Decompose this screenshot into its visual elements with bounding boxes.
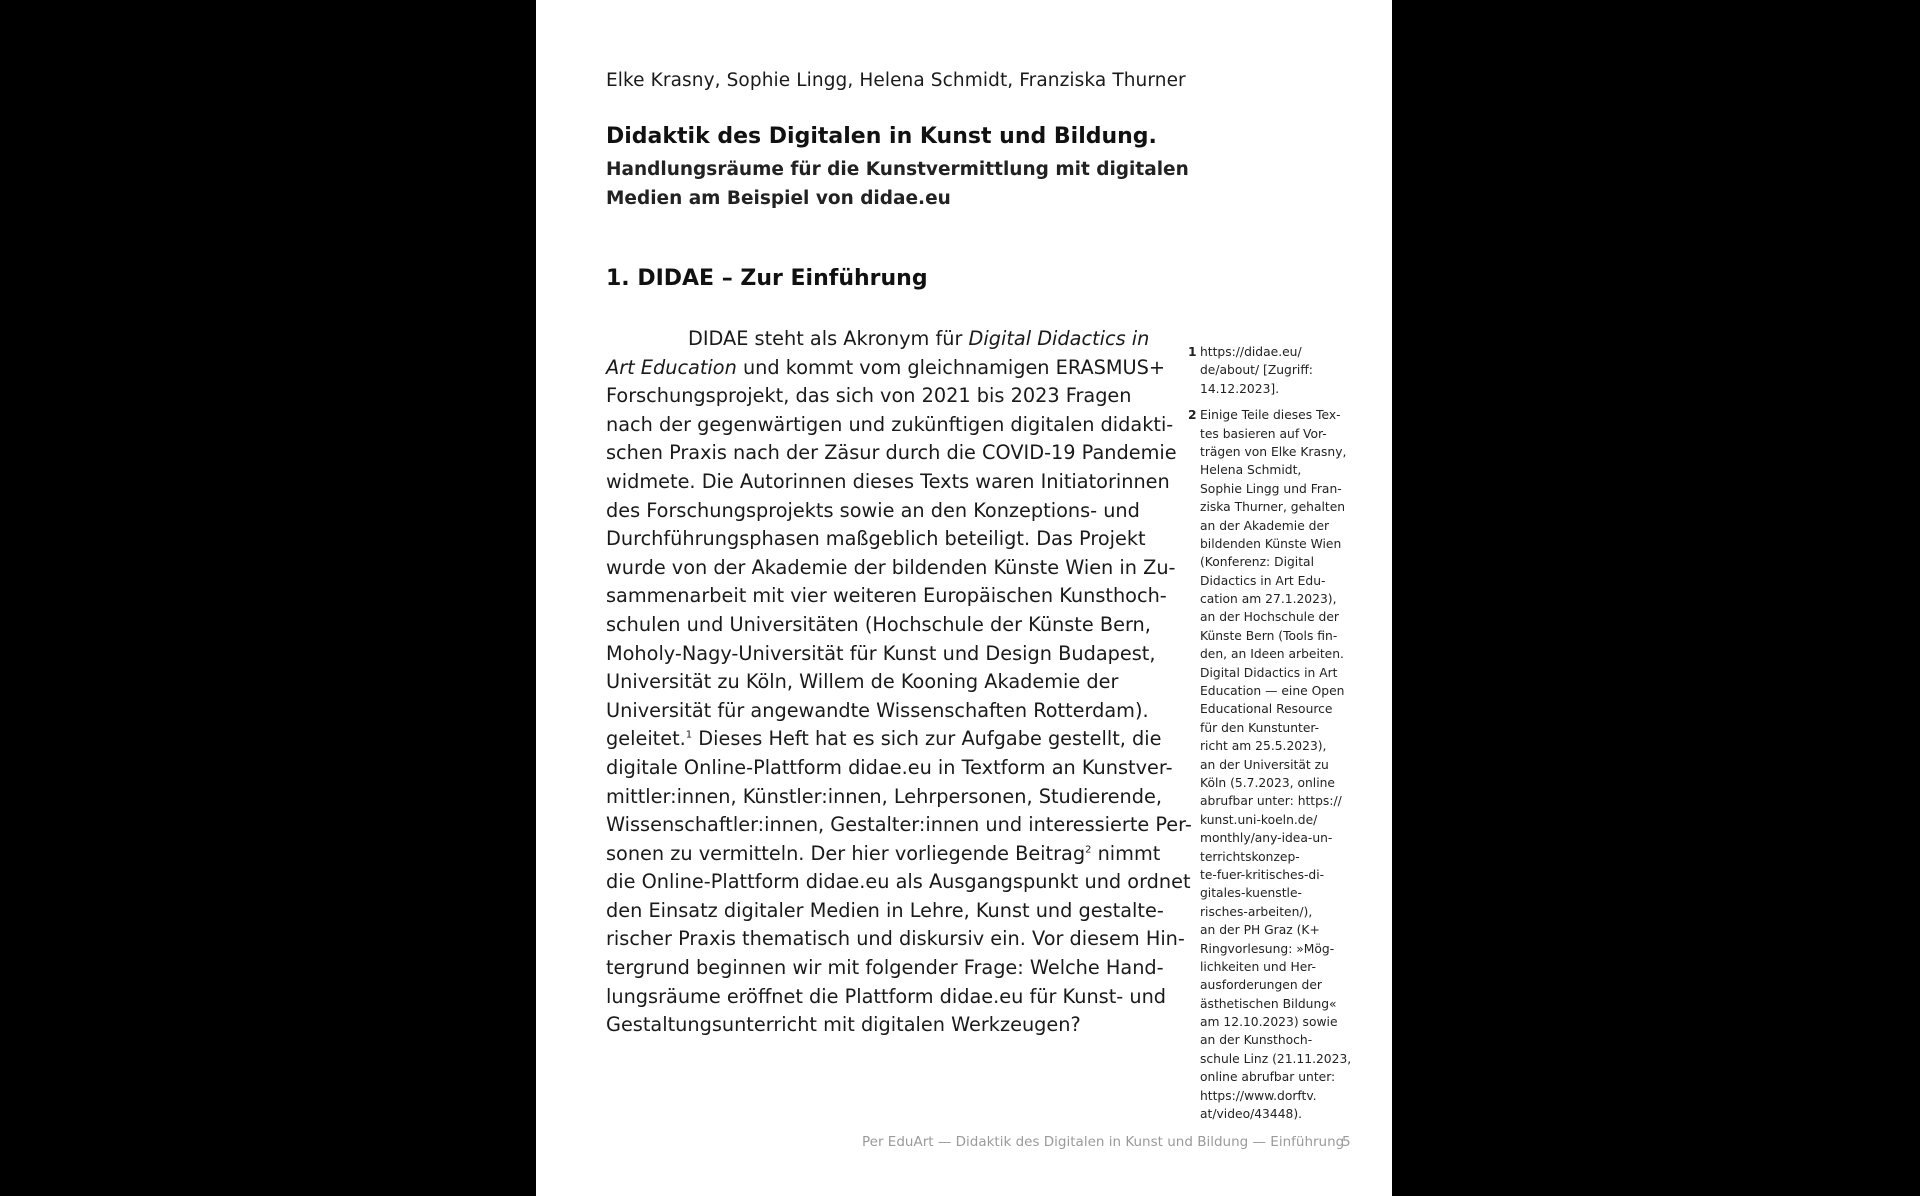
- footnote-line[interactable]: terrichtskonzep-: [1200, 849, 1300, 864]
- footnote-line[interactable]: kunst.uni-koeln.de/: [1200, 812, 1318, 827]
- body-text-span: und kommt vom gleichnamigen ERASMUS+: [736, 355, 1166, 379]
- body-text-span: sonen zu vermitteln. Der hier vorliegende Beitrag: [606, 841, 1086, 865]
- footnote-line: Digital Didactics in Art: [1200, 665, 1338, 680]
- body-line: [606, 325, 1196, 354]
- footnote-line: ausforderungen der: [1200, 978, 1322, 993]
- body-line: [606, 725, 1196, 754]
- body-line: die Online-Plattform didae.eu als Ausgangspunkt und ordnet: [606, 870, 1191, 894]
- body-line: Universität zu Köln, Willem de Kooning Akademie der: [606, 670, 1119, 694]
- footnote-line: für den Kunstunter-: [1200, 720, 1320, 735]
- body-line: des Forschungsprojekts sowie an den Konzeptions- und: [606, 498, 1140, 522]
- body-line: Wissenschaftler:innen, Gestalter:innen und interessierte Per-: [606, 813, 1192, 837]
- footnote-line: schule Linz (21.11.2023,: [1200, 1051, 1352, 1066]
- footnote-line: an der Kunsthoch-: [1200, 1033, 1313, 1048]
- footnote-line: Helena Schmidt,: [1200, 463, 1302, 478]
- footnote-line: online abrufbar unter:: [1200, 1070, 1336, 1085]
- footnote-line: tes basieren auf Vor-: [1200, 426, 1327, 441]
- footnote-line: ziska Thurner, gehalten: [1200, 500, 1346, 515]
- footnote-line: an der Universität zu: [1200, 757, 1329, 772]
- footnote-line: den, an Ideen arbeiten.: [1200, 647, 1344, 662]
- page-footer: Per EduArt — Didaktik des Digitalen in Kunst und Bildung — Einführung: [862, 1134, 1345, 1150]
- document-title: Didaktik des Digitalen in Kunst und Bildung.: [606, 124, 1157, 149]
- footnote-line: Didactics in Art Edu-: [1200, 573, 1326, 588]
- body-line: tergrund beginnen wir mit folgender Frage: Welche Hand-: [606, 956, 1164, 980]
- footnote-line[interactable]: monthly/any-idea-un-: [1200, 831, 1333, 846]
- body-line: [606, 840, 1196, 869]
- body-line: Universität für angewandte Wissenschaften Rotterdam).: [606, 698, 1149, 722]
- footnote-line: richt am 25.5.2023),: [1200, 739, 1327, 754]
- footnote-line[interactable]: risches-arbeiten/),: [1200, 904, 1313, 919]
- body-line: [606, 354, 1196, 383]
- body-text-span: Dieses Heft hat es sich zur Aufgabe gestellt, die: [692, 727, 1162, 751]
- footnote-line: 14.12.2023].: [1200, 381, 1280, 396]
- body-text-span: nimmt: [1091, 841, 1161, 865]
- body-line: den Einsatz digitaler Medien in Lehre, Kunst und gestalte-: [606, 898, 1164, 922]
- body-line: digitale Online-Plattform didae.eu in Textform an Kunstver-: [606, 755, 1173, 779]
- document-page: [536, 0, 1392, 1196]
- body-line: Forschungsprojekt, das sich von 2021 bis 2023 Fragen: [606, 384, 1132, 408]
- body-line: mittler:innen, Künstler:innen, Lehrpersonen, Studierende,: [606, 784, 1163, 808]
- footnote-number: 1: [1188, 345, 1197, 359]
- footnote-line[interactable]: te-fuer-kritisches-di-: [1200, 867, 1325, 882]
- body-line: sammenarbeit mit vier weiteren Europäischen Kunsthoch-: [606, 584, 1167, 608]
- footnote-line: Educational Resource: [1200, 702, 1333, 717]
- body-line: schulen und Universitäten (Hochschule der Künste Bern,: [606, 612, 1151, 636]
- footnote-line: de/about/ [Zugriff:: [1200, 363, 1313, 378]
- footnote-line: ästhetischen Bildung«: [1200, 996, 1337, 1011]
- footnote-ref-2[interactable]: 2: [1085, 844, 1092, 856]
- footnote-line: an der Akademie der: [1200, 518, 1330, 533]
- body-line: Durchführungsphasen maßgeblich beteiligt. Das Projekt: [606, 527, 1146, 551]
- footnote-line: am 12.10.2023) sowie: [1200, 1015, 1338, 1030]
- footnote-line: Künste Bern (Tools fin-: [1200, 628, 1338, 643]
- body-line: rischer Praxis thematisch und diskursiv ein. Vor diesem Hin-: [606, 927, 1185, 951]
- subtitle-line: Medien am Beispiel von didae.eu: [606, 187, 951, 209]
- body-italic-span: Digital Didactics in: [968, 327, 1150, 350]
- body-line: Gestaltungsunterricht mit digitalen Werkzeugen?: [606, 1013, 1081, 1037]
- footnote-1: [1188, 343, 1358, 398]
- body-line: lungsräume eröffnet die Plattform didae.eu für Kunst- und: [606, 984, 1167, 1008]
- footnote-line: Ringvorlesung: »Mög-: [1200, 941, 1335, 956]
- footnotes-column: [1188, 343, 1358, 1131]
- body-line: schen Praxis nach der Zäsur durch die COVID-19 Pandemie: [606, 441, 1177, 465]
- document-subtitle: [606, 156, 1226, 213]
- page-number: 5: [1342, 1134, 1351, 1150]
- body-text-span: geleitet.: [606, 727, 686, 751]
- body-text-span: DIDAE steht als Akronym für: [688, 327, 969, 350]
- footnote-line: Sophie Lingg und Fran-: [1200, 481, 1342, 496]
- body-line: Moholy-Nagy-Universität für Kunst und Design Budapest,: [606, 641, 1156, 665]
- footnote-2: [1188, 406, 1358, 1123]
- subtitle-line: Handlungsräume für die Kunstvermittlung mit digitalen: [606, 159, 1189, 180]
- footnote-line: trägen von Elke Krasny,: [1200, 444, 1347, 459]
- footnote-line: lichkeiten und Her-: [1200, 959, 1316, 974]
- body-line: widmete. Die Autorinnen dieses Texts waren Initiatorinnen: [606, 469, 1170, 493]
- body-line: wurde von der Akademie der bildenden Künste Wien in Zu-: [606, 555, 1176, 579]
- footnote-line: (Konferenz: Digital: [1200, 555, 1314, 570]
- body-italic-span: Art Education: [606, 355, 737, 379]
- authors-line: Elke Krasny, Sophie Lingg, Helena Schmidt, Franziska Thurner: [606, 70, 1186, 91]
- section-heading: 1. DIDAE – Zur Einführung: [606, 266, 928, 291]
- footnote-line: Einige Teile dieses Tex-: [1200, 408, 1341, 423]
- footnote-line[interactable]: abrufbar unter: https://: [1200, 794, 1342, 809]
- footnote-line: Education — eine Open: [1200, 684, 1345, 699]
- footnote-line[interactable]: https://www.dorftv.: [1200, 1088, 1317, 1103]
- footnote-line: an der Hochschule der: [1200, 610, 1339, 625]
- footnote-line: an der PH Graz (K+: [1200, 923, 1320, 938]
- footnote-number: 2: [1188, 408, 1197, 423]
- footnote-line[interactable]: https://didae.eu/: [1200, 345, 1302, 359]
- footnote-line: bildenden Künste Wien: [1200, 536, 1342, 551]
- footnote-line[interactable]: gitales-kuenstle-: [1200, 886, 1302, 901]
- footnote-ref-1[interactable]: 1: [685, 729, 693, 741]
- footnote-line[interactable]: at/video/43448).: [1200, 1107, 1303, 1122]
- footnote-line: Köln (5.7.2023, online: [1200, 775, 1335, 790]
- body-line: nach der gegenwärtigen und zukünftigen digitalen didakti-: [606, 412, 1174, 436]
- body-paragraph: [606, 325, 1196, 1040]
- footnote-line: cation am 27.1.2023),: [1200, 592, 1337, 607]
